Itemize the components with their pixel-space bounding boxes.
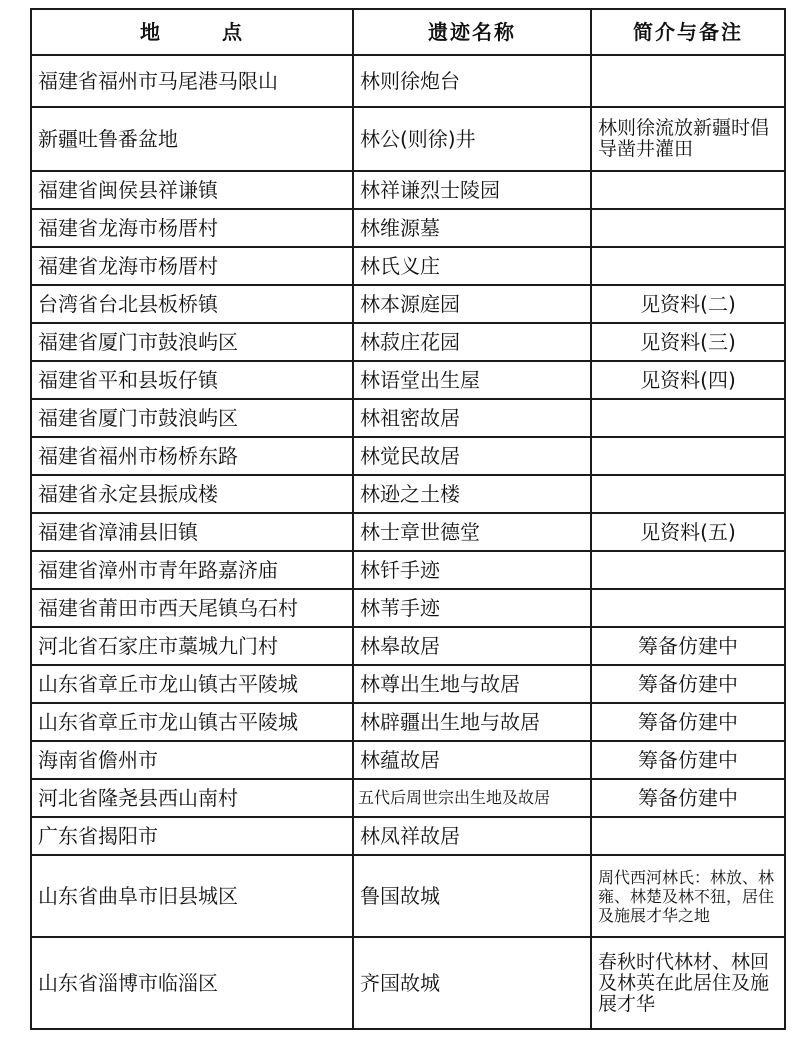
cell-name: 林辟疆出生地与故居 [353,703,591,741]
cell-note [591,551,785,589]
table-row [31,437,785,475]
cell-location: 福建省福州市杨桥东路 [31,437,353,475]
cell-note: 筹备仿建中 [591,779,785,817]
cell-location: 福建省莆田市西天尾镇乌石村 [31,589,353,627]
cell-location: 福建省龙海市杨厝村 [31,247,353,285]
cell-location: 福建省福州市马尾港马限山 [31,55,353,107]
cell-note: 筹备仿建中 [591,665,785,703]
cell-location: 山东省章丘市龙山镇古平陵城 [31,703,353,741]
table-row [31,627,785,665]
header-location-char-1: 地 [140,20,162,44]
cell-note: 筹备仿建中 [591,703,785,741]
cell-name: 林钎手迹 [353,551,591,589]
table-row [31,551,785,589]
cell-location: 福建省厦门市鼓浪屿区 [31,323,353,361]
cell-name: 林蕴故居 [353,741,591,779]
cell-location: 福建省漳州市青年路嘉济庙 [31,551,353,589]
cell-note [591,437,785,475]
cell-note [591,399,785,437]
table-row [31,513,785,551]
cell-location: 广东省揭阳市 [31,817,353,855]
cell-location: 福建省闽侯县祥谦镇 [31,171,353,209]
cell-note [591,171,785,209]
cell-name: 齐国故城 [353,937,591,1029]
cell-note [591,475,785,513]
cell-note: 见资料(二) [591,285,785,323]
cell-note [591,209,785,247]
cell-note: 筹备仿建中 [591,627,785,665]
header-note: 简介与备注 [591,9,785,55]
cell-note: 见资料(四) [591,361,785,399]
cell-note: 见资料(三) [591,323,785,361]
table-row [31,589,785,627]
header-location-char-2: 点 [222,20,244,44]
table-row [31,855,785,937]
table-row [31,171,785,209]
cell-note: 林则徐流放新疆时倡导凿井灌田 [591,107,785,171]
cell-name: 林凤祥故居 [353,817,591,855]
table-row [31,107,785,171]
header-name: 遗迹名称 [353,9,591,55]
cell-location: 福建省厦门市鼓浪屿区 [31,399,353,437]
cell-name: 林尊出生地与故居 [353,665,591,703]
cell-name: 林公(则徐)井 [353,107,591,171]
cell-location: 新疆吐鲁番盆地 [31,107,353,171]
table-row [31,665,785,703]
table-row [31,323,785,361]
cell-name: 林逊之土楼 [353,475,591,513]
cell-location: 海南省儋州市 [31,741,353,779]
cell-name: 林觉民故居 [353,437,591,475]
table-row [31,209,785,247]
cell-name: 林祖密故居 [353,399,591,437]
cell-note: 见资料(五) [591,513,785,551]
table-row [31,361,785,399]
table-row [31,55,785,107]
cell-location: 福建省漳浦县旧镇 [31,513,353,551]
table-row [31,703,785,741]
cell-location: 台湾省台北县板桥镇 [31,285,353,323]
cell-note [591,247,785,285]
cell-location: 山东省曲阜市旧县城区 [31,855,353,937]
cell-name: 林菽庄花园 [353,323,591,361]
cell-name: 林士章世德堂 [353,513,591,551]
table-row [31,399,785,437]
header-location [31,9,353,55]
cell-location: 福建省龙海市杨厝村 [31,209,353,247]
cell-name: 林氏义庄 [353,247,591,285]
cell-note [591,55,785,107]
cell-name: 林祥谦烈士陵园 [353,171,591,209]
cell-location: 福建省平和县坂仔镇 [31,361,353,399]
table-row [31,285,785,323]
table-row [31,741,785,779]
cell-name: 林维源墓 [353,209,591,247]
table-header-row [31,9,785,55]
cell-location: 福建省永定县振成楼 [31,475,353,513]
cell-note: 筹备仿建中 [591,741,785,779]
cell-name: 林则徐炮台 [353,55,591,107]
cell-location: 山东省章丘市龙山镇古平陵城 [31,665,353,703]
cell-location: 河北省隆尧县西山南村 [31,779,353,817]
table-row [31,817,785,855]
cell-note [591,589,785,627]
cell-note: 春秋时代林材、林回及林英在此居住及施展才华 [591,937,785,1029]
cell-name: 五代后周世宗出生地及故居 [353,779,591,817]
cell-name: 林皋故居 [353,627,591,665]
cell-name: 林苇手迹 [353,589,591,627]
table-row [31,247,785,285]
cell-name: 林语堂出生屋 [353,361,591,399]
cell-location: 山东省淄博市临淄区 [31,937,353,1029]
cell-name: 林本源庭园 [353,285,591,323]
table-row [31,779,785,817]
table-row [31,475,785,513]
table-row [31,937,785,1029]
cell-location: 河北省石家庄市藁城九门村 [31,627,353,665]
heritage-sites-table [30,8,786,1030]
cell-note [591,817,785,855]
cell-note: 周代西河林氏：林放、林雍、林楚及林不狃，居住及施展才华之地 [591,855,785,937]
cell-name: 鲁国故城 [353,855,591,937]
